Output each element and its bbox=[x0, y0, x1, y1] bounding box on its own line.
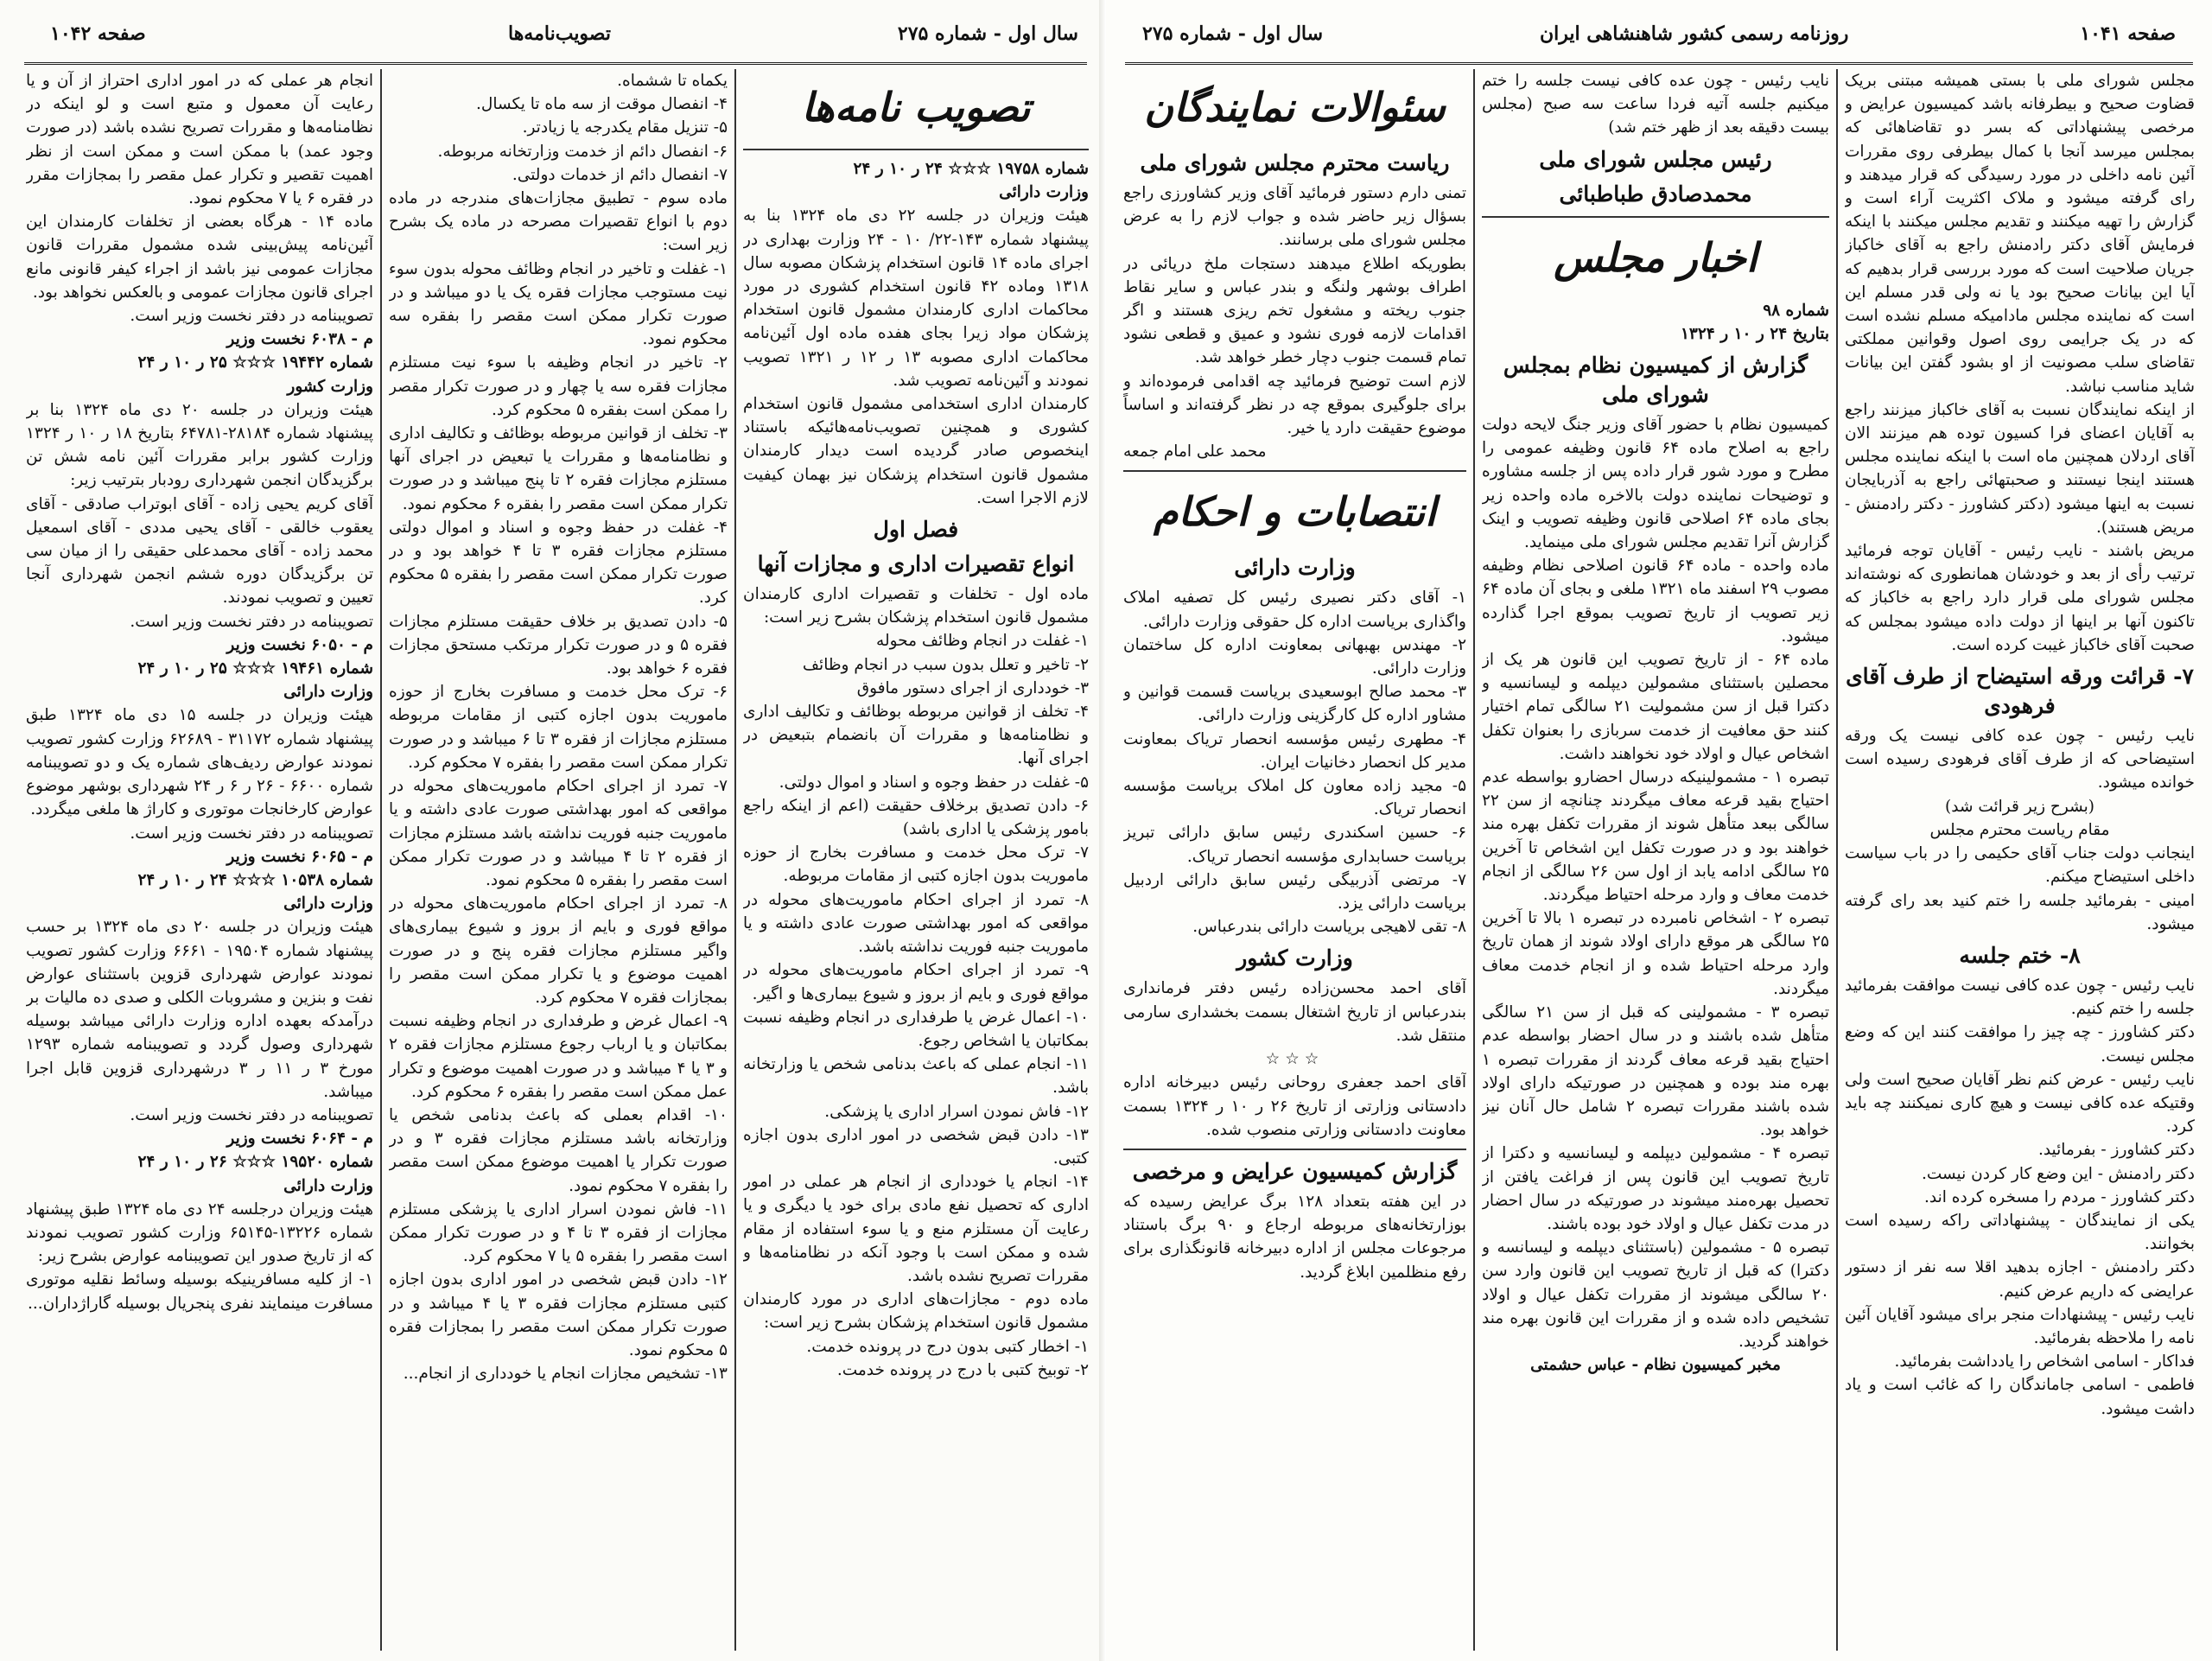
list-item: ۲- تاخیر در انجام وظیفه با سوء نیت مستلزم مجازات فقره سه یا چهار و در صورت تکرار مقصر را ممکن است بفقره ۵ محکوم کرد. bbox=[389, 353, 728, 419]
list-item: ۱۰- اقدام بعملی که باعث بدنامی شخص یا وزارتخانه باشد مستلزم مجازات فقره ۳ و در صورت تکرار یا اهمیت موضوع ممکن است مقصر را بفقره ۷ محکوم نمود. bbox=[389, 1105, 728, 1195]
decrees-section-title: تصویب نامه‌ها bbox=[801, 84, 1031, 130]
paragraph: نایب رئیس - چون عده کافی نیست موافقت بفرمائید جلسه را ختم کنیم. bbox=[1845, 976, 2195, 1019]
paragraph: اینجانب دولت جناب آقای حکیمی را در باب سیاست داخلی استیضاح میکنم. bbox=[1845, 844, 2195, 887]
decree-body: هیئت وزیران در جلسه ۲۰ دی ماه ۱۳۲۴ بنا بر پیشنهاد شماره ۲۸۱۸۴-۶۴۷۸۱ بتاریخ ۱۸ ر ۱۰ ر ۱۳۲۴ وزارت کشور برابر مقررات آئین نامه شش تن برگزیدگان انجمن شهرداری رودبار بترتیب زیر: bbox=[26, 400, 373, 490]
paragraph: نایب رئیس - چون عده کافی نیست جلسه را ختم میکنیم جلسه آتیه فردا ساعت سه صبح (مجلس بیست دقیقه بعد از ظهر ختم شد) bbox=[1482, 72, 1829, 137]
list-item: ۱۰- اعمال غرض یا طرفداری در انجام وظیفه نسبت بمکاتبان یا اشخاص رجوع. bbox=[743, 1008, 1089, 1050]
list-item: ۵- دادن تصدیق بر خلاف حقیقت مستلزم مجازات فقره ۵ و در صورت تکرار مرتکب مستحق مجازات فقره ۶ خواهد بود. bbox=[389, 612, 728, 678]
paragraph: بطوریکه اطلاع میدهند دستجات ملخ دریائی در اطراف بوشهر ولنگه و بندر عباس و سایر نقاط جنوب ریخته و مشغول تخم ریزی هستند و اگر اقدامات لازمه فوری نشود و عمیق و قطعی نشود تمام قسمت جنوب دچار خطر خواهد شد. bbox=[1123, 254, 1466, 367]
decree-number: م - ۶۰۶۴ نخست وزیر bbox=[226, 1130, 373, 1149]
list-item: ۱- غفلت و تاخیر در انجام وظائف محوله بدون سوء نیت مستوجب مجازات فقره یک یا دو میباشد و در صورت تکرار ممکن است مقصر را بفقره سه محکوم نمود. bbox=[389, 259, 728, 349]
paragraph: تبصره ۲ - اشخاص نامبرده در تبصره ۱ بالا تا آخرین ۲۵ سالگی هر موقع دارای اولاد شوند از همان تاریخ وارد مرحله احتیاط شده و از انجام خدمت معاف میگردند. bbox=[1482, 909, 1829, 998]
paragraph: دکتر کشاورز - چه چیز را موافقت کنند این که وضع مجلس نیست. bbox=[1845, 1023, 2195, 1066]
paragraph: دکتر کشاورز - مردم را مسخره کرده اند. bbox=[1924, 1187, 2195, 1206]
paragraph: ماده واحده - ماده ۶۴ قانون اصلاحی نظام وظیفه مصوب ۲۹ اسفند ماه ۱۳۲۱ ملغی و بجای آن ماده ۶۴ زیر تصویب از تاریخ تصویب بموقع اجرا گذارده میشود. bbox=[1482, 557, 1829, 646]
paragraph: یکی از نمایندگان - پیشنهاداتی راکه رسیده است بخوانند. bbox=[1845, 1211, 2195, 1254]
right-col-middle bbox=[1482, 69, 1829, 1651]
paragraph: تمنی دارم دستور فرمائید آقای وزیر کشاورزی راجع بسؤال زیر حاضر شده و جواب لازم را به عرض مجلس شورای ملی برسانند. bbox=[1123, 184, 1466, 250]
list-item: ۴- غفلت در حفظ وجوه و اسناد و اموال دولتی مستلزم مجازات فقره ۳ تا ۴ خواهد بود و در صورت تکرار ممکن است مقصر را بفقره ۵ محکوم کرد. bbox=[389, 518, 728, 608]
list-item: ۳- خودداری از اجرای دستور مافوق bbox=[856, 678, 1089, 697]
decree-number: م - ۶۰۵۰ نخست وزیر bbox=[226, 635, 373, 654]
list-item: ۳- محمد صالح ابوسعیدی بریاست قسمت قوانین و مشاور اداره کل کارگزینی وزارت دارائی. bbox=[1123, 683, 1466, 725]
right-rule-2 bbox=[1836, 69, 1838, 1651]
paragraph: امینی - بفرمائید جلسه را ختم کنید بعد رای گرفته میشود. bbox=[1845, 891, 2195, 933]
paragraph: (بشرح زیر قرائت شد) bbox=[1945, 797, 2094, 816]
list-item: ۳- تخلف از قوانین مربوطه بوظائف و تکالیف اداری و نظامنامه‌ها و مقررات یا تبعیض در اجرای آنها مستلزم مجازات فقره ۲ تا پنج میباشد و در صورت تکرار ممکن است مقصر را بفقره ۶ محکوم نمود. bbox=[389, 424, 728, 513]
list-item: ۱۴- انجام یا خودداری از انجام هر عملی در امور اداری که تحصیل نفع مادی برای خود یا دیگری و یا رعایت آن مستلزم منع و یا سوء استفاده از مقام شده و ممکن است با وجود آنکه در نظامنامه‌ها و مقررات تصریح نشده باشد. bbox=[743, 1173, 1089, 1285]
left-rule-2 bbox=[734, 69, 736, 1651]
decree-body: هیئت وزیران درجلسه ۲۴ دی ماه ۱۳۲۴ طبق پیشنهاد شماره ۱۳۲۲۶-۶۵۱۴۵ وزارت کشور تصویب نمودند که از تاریخ صدور این تصویبنامه عوارض بشرح زیر: bbox=[26, 1200, 373, 1266]
paragraph: تبصره ۵ - مشمولین (باستثنای دیپلمه و لیسانسه و دکترا) که قبل از تاریخ تصویب این قانون وارد سن ۲۰ سالگی میشوند از مقررات تکفل عیال و اولاد تشخیص داده شده و از مقررات این قانون بهره مند خواهند گردید. bbox=[1482, 1238, 1829, 1351]
paragraph: کمیسیون نظام با حضور آقای وزیر جنگ لایحه دولت راجع به اصلاح ماده ۶۴ قانون وظیفه عمومی را مطرح و مورد شور قرار داده پس از جلسه مشاوره و توضیحات نماینده دولت بالاخره ماده واحده زیر بجای ماده ۶۴ اصلاحی قانون وظیفه تصویب و اینک گزارش آنرا تقدیم مجلس شورای ملی مینماید. bbox=[1482, 416, 1829, 552]
divider bbox=[1123, 1149, 1466, 1150]
right-col-right bbox=[1845, 69, 2195, 1651]
decree-date: شماره ۱۹۴۶۱ ☆☆☆ ۲۵ ر ۱۰ ر ۲۴ bbox=[137, 659, 373, 678]
paragraph: ماده ۱۴ - هرگاه بعضی از تخلفات کارمندان این آئین‌نامه پیش‌بینی شده مشمول مقررات قانون مجازات عمومی نیز باشد از اجراء کیفر قانونی مانع اجرای قانون مجازات عمومی و بالعکس نخواهد بود. bbox=[26, 213, 373, 302]
paragraph: انجام هر عملی که در امور اداری احتراز از آن و یا رعایت آن معمول و متبع است و لو اینکه در نظامنامه‌ها و مقررات تصریح نشده باشد (در صورت وجود عمد) با ممکن است و ممکن است از نظر اهمیت تقصیر و تکرار عمل مقصر را بمجازات مقرر در فقره ۶ یا ۷ محکوم نمود. bbox=[26, 72, 373, 208]
paragraph: مقام ریاست محترم مجلس bbox=[1929, 820, 2110, 839]
chapter-title: فصل اول bbox=[873, 517, 959, 543]
right-rule-1 bbox=[1473, 69, 1475, 1651]
signature-name: محمدصادق طباطبائی bbox=[1559, 181, 1752, 207]
signature-title: رئیس مجلس شورای ملی bbox=[1539, 146, 1772, 172]
list-item: ۸- تقی لاهیجی بریاست دارائی بندرعباس. bbox=[1192, 918, 1466, 937]
paragraph: هیئت وزیران در جلسه ۲۲ دی ماه ۱۳۲۴ بنا به پیشنهاد شماره ۱۴۳-۲۲/ ۱۰ - ۲۴ وزارت بهداری در اجرای ماده ۱۴ قانون استخدام پزشکان مصوبه سال ۱۳۱۸ وماده ۴۲ قانون استخدام کشوری در مورد محاکمات اداری کارمندان مشمول قانون استخدام پزشکان مواد زیرا بجای هفده ماده اول آئین‌نامه محاکمات اداری مصوبه ۱۳ ر ۱۲ ر ۱۳۲۱ تصویب نمودند و آئین‌نامه تصویب شد. bbox=[743, 207, 1089, 390]
left-col-right bbox=[743, 69, 1089, 1651]
paragraph: مریض باشند - نایب رئیس - آقایان توجه فرمائید ترتیب رأی از بعد و خودشان همانطوری که نوشته‌اند مجلس شورای ملی قرار دارد راجع به خاکباز که تاکنون آنها بر اینها از دولت داده میشود بمجلس که صحبت آقای خاکباز غیبت کرده است. bbox=[1845, 542, 2195, 654]
list-item: ۱۳- دادن قبض شخصی در امور اداری بدون اجازه کتبی. bbox=[743, 1125, 1089, 1168]
divider bbox=[1123, 470, 1466, 472]
decree-footer: تصویبنامه در دفتر نخست وزیر است. bbox=[130, 1105, 373, 1124]
list-item: ۴- انفصال موقت از سه ماه تا یکسال. bbox=[476, 95, 728, 114]
appointments-section-title: انتصابات و احکام bbox=[1154, 488, 1436, 536]
decree-number: م - ۶۰۶۵ نخست وزیر bbox=[226, 847, 373, 866]
list-item: یکماه تا ششماه. bbox=[617, 72, 728, 90]
paragraph: آقای احمد محسن‌زاده رئیس دفتر فرمانداری بندرعباس از تاریخ اشتغال بسمت بخشداری سارمی منتقل شد. bbox=[1123, 979, 1466, 1045]
ministry-name: وزارت دارائی bbox=[283, 683, 373, 702]
decree-names: آقای کریم یحیی زاده - آقای ابوتراب صادقی - آقای یعقوب خالقی - آقای یحیی مددی - آقای اسمعیل محمد زاده - آقای محمدعلی حقیقی را از میان سی تن برگزیدگان دوره ششم انجمن شهرداری آنجا تعیین و تصویب نمودند. bbox=[26, 494, 373, 608]
list-item: ماده دوم - مجازات‌های اداری در مورد کارمندان مشمول قانون استخدام پزشکان بشرح زیر است: bbox=[743, 1290, 1089, 1333]
list-item: ۵- مجید زاده معاون کل املاک بریاست مؤسسه انحصار تریاک. bbox=[1123, 777, 1466, 819]
paragraph: در این هفته بتعداد ۱۲۸ برگ عرایض رسیده که بوزارتخانه‌های مربوطه ارجاع و ۹۰ برگ باستناد مرجوعات مجلس از اداره دبیرخانه قانونگذاری برای رفع منظلمین ابلاغ گردید. bbox=[1123, 1192, 1466, 1282]
ministry-name: وزارت کشور bbox=[287, 377, 373, 396]
list-item: ۲- تاخیر و تعلل بدون سبب در انجام وظائف bbox=[802, 655, 1089, 674]
paragraph: تبصره ۴ - مشمولین دیپلمه و لیسانسیه و دکترا از تاریخ تصویب این قانون پس از فراغت یافتن از تحصیل بهره‌مند میشوند در صورتیکه در سال احضار در مدت تکفل عیال و اولاد خود بوده باشند. bbox=[1482, 1144, 1829, 1233]
letter-heading: ریاست محترم مجلس شورای ملی bbox=[1140, 150, 1450, 175]
decree-footer: ۱- از کلیه مسافرینیکه بوسیله وسائط نقلیه موتوری مسافرت مینمایند نفری پنجریال بوسیله گاراژداران... bbox=[26, 1270, 373, 1313]
list-item: ۶- دادن تصدیق برخلاف حقیقت (اعم از اینکه راجع بامور پزشکی یا اداری باشد) bbox=[743, 796, 1089, 839]
list-item: ۵- غفلت در حفظ وجوه و اسناد و اموال دولتی. bbox=[779, 773, 1089, 792]
list-item: ۹- تمرد از اجرای احکام ماموریت‌های محوله در مواقع فوری و بایم از بروز و شیوع بیماری‌ها و اگیر. bbox=[743, 961, 1089, 1003]
list-item: ۱۲- دادن قبض شخصی در امور اداری بدون اجازه کتبی مستلزم مجازات فقره ۳ یا ۴ میباشد و در صورت تکرار ممکن است مقصر را بمجازات فقره ۵ محکوم نمود. bbox=[389, 1270, 728, 1359]
list-item: ۱۳- تشخیص مجازات انجام یا خودداری از انجام... bbox=[403, 1365, 728, 1384]
gazette-title: روزنامه رسمی کشور شاهنشاهی ایران bbox=[1540, 22, 1849, 45]
left-page-header bbox=[24, 12, 1087, 65]
paragraph: دکتر رادمنش - اجازه بدهید اقلا سه نفر از دستور عرایضی که داریم عرض کنیم. bbox=[1845, 1258, 2195, 1301]
paragraph: از اینکه نمایندگان نسبت به آقای خاکباز میزنند راجع به آقایان اعضای فرا کسیون توده هم میزنند الان آقای اردلان همچنین ماه است با اینکه نماینده مجلس هستند اینجا نیستند و صحبتهائی راجع به آذربایجان نسبت به اینها میشود (دکتر کشاورز - دکتر رادمنش - مریض هستند). bbox=[1845, 400, 2195, 537]
report-date: بتاریخ ۲۴ ر ۱۰ ر ۱۳۲۴ bbox=[1681, 324, 1829, 343]
list-item: ۷- تمرد از اجرای احکام ماموریت‌های محوله در مواقعی که امور بهداشتی صورت عادی داشته و یا ماموریت جنبه فوریت نداشته باشد مستلزم مجازات از فقره ۲ تا ۴ میباشد و در صورت تکرار ممکن است مقصر را بفقره ۵ محکوم نمود. bbox=[389, 777, 728, 889]
list-item: ۲- مهندس بهبهانی بمعاونت اداره کل ساختمان وزارت دارائی. bbox=[1123, 635, 1466, 678]
report-signature: مخبر کمیسیون نظام - عباس حشمتی bbox=[1530, 1356, 1781, 1375]
left-section-label: تصویب‌نامه‌ها bbox=[508, 22, 612, 45]
paragraph: تصویبنامه در دفتر نخست وزیر است. bbox=[130, 307, 373, 326]
divider bbox=[743, 149, 1089, 150]
ministry-name: وزارت دارائی bbox=[1234, 555, 1356, 581]
left-page-number: صفحه ۱۰۴۲ bbox=[50, 22, 146, 45]
paragraph: مجلس شورای ملی با بستی همیشه مبتنی بریک قضاوت صحیح و بیطرفانه باشد کمیسیون عرایض و مرخصی پیشنهاداتی که بسر دو تقاضاهائی که بمجلس میرسد آنجا با کمال بیطرفی روی مقررات آئین نامه داخلی در مورد رسیدگی که قرار میدهند و رای گرفته میشود و ملاک اکثریت آراء است و گزارش را تهیه میکنند و تقدیم مجلس میکنند با اینکه فرمایش آقای دکتر رادمنش راجع به آقای خاکباز جریان صلاحیت است که مورد بررسی قرار بدهیم که آیا این بیانات صحیح بود یا نه ولی قدر مسلم این است که نماینده مجلس مادامیکه مسلم نشده است که در یک جرایمی روی اصول وقوانین مملکتی تقاضای سلب مصونیت از او بشود گفتن این بیانات شاید مناسب نباشد. bbox=[1845, 72, 2195, 396]
ministry-name: وزارت کشور bbox=[1236, 945, 1353, 971]
paragraph: نایب رئیس - پیشنهادات منجر برای میشود آقایان آئین نامه را ملاحظه بفرمائید. bbox=[1845, 1305, 2195, 1347]
paragraph: ماده ۶۴ - از تاریخ تصویب این قانون هر یک از محصلین باستثنای مشمولین دیپلمه و لیسانسیه و دکترا قبل از سن مشمولیت ۲۱ سالگی تمام اختیار کنند حق معافیت از خدمت سربازی را بعنوان تکفل اشخاص عیال و اولاد خود نخواهند داشت. bbox=[1482, 651, 1829, 763]
decree-date: شماره ۱۰۵۳۸ ☆☆☆ ۲۴ ر ۱۰ ر ۲۴ bbox=[137, 870, 373, 889]
right-issue-label: سال اول - شماره ۲۷۵ bbox=[1142, 22, 1324, 45]
ministry-name: وزارت دارائی bbox=[999, 183, 1089, 202]
list-item: ۱۱- فاش نمودن اسرار اداری یا پزشکی مستلزم مجازات از فقره ۳ تا ۴ و در صورت تکرار ممکن است مقصر را بفقره ۵ یا ۷ محکوم کرد. bbox=[389, 1200, 728, 1266]
list-item: ۱۲- فاش نمودن اسرار اداری یا پزشکی. bbox=[824, 1102, 1089, 1121]
list-item: ۴- مطهری رئیس مؤسسه انحصار تریاک بمعاونت مدیر کل انحصار دخانیات ایران. bbox=[1123, 729, 1466, 772]
paragraph: دکتر رادمنش - این وضع کار کردن نیست. bbox=[1922, 1164, 2195, 1183]
majlis-news-title: اخبار مجلس bbox=[1554, 233, 1758, 281]
list-item: ۹- اعمال غرض و طرفداری در انجام وظیفه نسبت بمکاتبان و یا ارباب رجوع مستلزم مجازات فقره ۲ و ۳ یا ۴ میباشد و در صورت اهمیت موضوع و تکرار عمل ممکن است مقصر را بفقره ۶ محکوم کرد. bbox=[389, 1012, 728, 1101]
paragraph: آقای احمد جعفری روحانی رئیس دبیرخانه اداره دادستانی وزارتی از تاریخ ۲۶ ر ۱۰ ر ۱۳۲۴ بسمت معاونت دادستانی وزارتی منصوب شده. bbox=[1123, 1073, 1466, 1139]
star-separator: ☆☆☆ bbox=[1265, 1050, 1325, 1069]
right-page-number: صفحه ۱۰۴۱ bbox=[2080, 22, 2176, 45]
left-rule-1 bbox=[380, 69, 382, 1651]
decree-date: شماره ۱۹۴۴۲ ☆☆☆ ۲۵ ر ۱۰ ر ۲۴ bbox=[137, 353, 373, 372]
list-item: ۱- اخطار کتبی بدون درج در پرونده خدمت. bbox=[806, 1337, 1089, 1356]
list-item: ۸- تمرد از اجرای احکام ماموریت‌های محوله در مواقعی که امور بهداشتی صورت عادی داشته و یا ماموریت جنبه فوریت نداشته باشد. bbox=[743, 890, 1089, 957]
list-item: ۷- انفصال دائم از خدمات دولتی. bbox=[512, 165, 728, 184]
right-page bbox=[1106, 0, 2212, 1661]
list-item: ۶- انفصال دائم از خدمت وزارتخانه مربوطه. bbox=[437, 142, 728, 161]
left-issue-label: سال اول - شماره ۲۷۵ bbox=[897, 22, 1078, 45]
chapter-subtitle: انواع تقصیرات اداری و مجازات آنها bbox=[757, 551, 1075, 577]
divider bbox=[1482, 216, 1829, 218]
left-col-left bbox=[26, 69, 373, 1651]
list-item: ۷- ترک محل خدمت و مسافرت بخارج از حوزه ماموریت بدون اجازه کتبی از مقامات مربوطه. bbox=[743, 843, 1089, 886]
ministry-name: وزارت دارائی bbox=[283, 894, 373, 913]
report-number: شماره ۹۸ bbox=[1763, 301, 1829, 320]
left-col-middle bbox=[389, 69, 728, 1651]
right-page-header bbox=[1125, 12, 2193, 65]
paragraph: تبصره ۱ - مشمولینیکه درسال احضارو بواسطه عدم احتیاج بقید قرعه معاف میگردند چنانچه از سن ۲۲ سالگی ببعد متأهل شوند از مقررات تکفل بهره مند خواهند بود و در صورت تکفل این اشخاص تا آخرین ۲۵ سالگی ادامه یابد از اول سن ۲۶ سالگی از انجام خدمت معاف و وارد مرحله احتیاط میگردند. bbox=[1482, 768, 1829, 905]
decree-number: م - ۶۰۳۸ نخست وزیر bbox=[226, 330, 373, 349]
paragraph: نایب رئیس - چون عده کافی نیست یک ورقه استیضاحی که از طرف آقای فرهودی رسیده است خوانده میشود. bbox=[1845, 727, 2195, 792]
right-col-left bbox=[1123, 69, 1466, 1651]
agenda-item-title: ۷- قرائت ورقه استیضاح از طرف آقای فرهودی bbox=[1846, 664, 2194, 719]
list-item: ۱- غفلت در انجام وظائف محوله bbox=[876, 632, 1089, 651]
list-item: ماده اول - تخلفات و تقصیرات اداری کارمندان مشمول قانون استخدام پزشکان بشرح زیر است: bbox=[743, 585, 1089, 627]
list-item: ۱۱- انجام عملی که باعث بدنامی شخص یا وزارتخانه باشد. bbox=[743, 1055, 1089, 1098]
decree-footer: تصویبنامه در دفتر نخست وزیر است. bbox=[130, 612, 373, 631]
paragraph: فداکار - اسامی اشخاص را یادداشت بفرمائید. bbox=[1894, 1352, 2195, 1371]
decree-date: شماره ۱۹۵۲۰ ☆☆☆ ۲۶ ر ۱۰ ر ۲۴ bbox=[137, 1153, 373, 1172]
list-item: ۱- آقای دکتر نصیری رئیس کل تصفیه املاک واگذاری بریاست اداره کل حقوقی وزارت دارائی. bbox=[1123, 589, 1466, 631]
list-item: ۶- حسین اسکندری رئیس سابق دارائی تبریز بریاست حسابداری مؤسسه انحصار تریاک. bbox=[1123, 824, 1466, 866]
list-item: ۸- تمرد از اجرای احکام ماموریت‌های محوله در مواقع فوری و بایم از بروز و شیوع بیماری‌های واگیر مستلزم مجازات فقره پنج و در صورت اهمیت موضوع و یا تکرار ممکن است مقصر را بمجازات فقره ۷ محکوم کرد. bbox=[389, 894, 728, 1007]
paragraph: کارمندان اداری استخدامی مشمول قانون استخدام کشوری و همچنین تصویب‌نامه‌هائیکه باستناد اینخصوص صادر گردیده است دیدار کارمندان مشمول قانون استخدام پزشکان نیز بهمان کیفیت لازم الاجرا است. bbox=[743, 395, 1089, 507]
questions-section-title: سئوالات نمایندگان bbox=[1144, 84, 1446, 130]
commission-title: گزارش کمیسیون عرایض و مرخصی bbox=[1132, 1158, 1458, 1184]
letter-signature: محمد علی امام جمعه bbox=[1123, 442, 1267, 461]
paragraph: تبصره ۳ - مشمولینی که قبل از سن ۲۱ سالگی متأهل شده باشند و در سال احضار بواسطه عدم احتیاج بقید قرعه معاف گردند از مقررات تبصره ۱ بهره مند بوده و همچنین در صورتیکه دارای اولاد شده باشند مقررات تبصره ۲ شامل حال آنان نیز خواهد بود. bbox=[1482, 1003, 1829, 1140]
list-item: ۷- مرتضی آذربیگی رئیس سابق دارائی اردبیل بریاست دارائی یزد. bbox=[1123, 870, 1466, 913]
paragraph: لازم است توضیح فرمائید چه اقدامی فرموده‌اند و برای جلوگیری بموقع چه در نظر گرفته‌اند و اساساً موضوع حقیقت دارد یا خیر. bbox=[1123, 372, 1466, 438]
decree-body: هیئت وزیران در جلسه ۲۰ دی ماه ۱۳۲۴ بر حسب پیشنهاد شماره ۱۹۵۰۴ - ۶۶۶۱ وزارت کشور تصویب نمودند عوارض شهرداری قزوین باستثنای عوارض نفت و بنزین و مشروبات الکلی و صدی ده مالیات بر درآمدکه بعهده اداره وزارت دارائی میباشد بوسیله شهرداری وصول گردد و تصویبنامه شماره ۱۲۹۳ مورخ ۳ ر ۱۱ ر ۳ درشهرداری قزوین قابل اجرا میباشد. bbox=[26, 918, 373, 1101]
list-item: ۴- تخلف از قوانین مربوطه بوظائف و تکالیف اداری و نظامنامه‌ها و مقررات آن بانضمام بتبعیض در اجرای آنها. bbox=[743, 703, 1089, 768]
decree-footer: تصویبنامه در دفتر نخست وزیر است. bbox=[130, 824, 373, 843]
list-item: ۶- ترک محل خدمت و مسافرت بخارج از حوزه ماموریت بدون اجازه کتبی از مقامات مربوطه مستلزم مجازات از فقره ۳ تا ۶ میباشد و در صورت تکرار ممکن است مقصر را بفقره ۷ محکوم کرد. bbox=[389, 683, 728, 772]
adjourn-title: ۸- ختم جلسه bbox=[1959, 942, 2081, 968]
decree-number: شماره ۱۹۷۵۸ ☆☆☆ ۲۴ ر ۱۰ ر ۲۴ bbox=[853, 160, 1089, 178]
ministry-name: وزارت دارائی bbox=[283, 1176, 373, 1195]
list-item: ماده سوم - تطبیق مجازات‌های مندرجه در ماده دوم با انواع تقصیرات مصرحه در ماده یک بشرح زیر است: bbox=[389, 189, 728, 255]
paragraph: دکتر کشاورز - بفرمائید. bbox=[2037, 1141, 2195, 1160]
paragraph: فاطمی - اسامی جاماندگان را که غائب است و یاد داشت میشود. bbox=[1845, 1376, 2195, 1418]
decree-body: هیئت وزیران در جلسه ۱۵ دی ماه ۱۳۲۴ طبق پیشنهاد شماره ۳۱۱۷۲ - ۶۲۶۸۹ وزارت کشور تصویب نمودند عوارض ردیف‌های شماره یک و دو تصویبنامه شماره ۶۶۰۰ - ۲۶ ر ۶ ر ۲۴ شهرداری بوشهر موضوع عوارض کارخانجات موتوری و کاراژ ها ملغی میگردد. bbox=[26, 706, 373, 819]
list-item: ۵- تنزیل مقام یکدرجه یا زیادتر. bbox=[522, 118, 728, 137]
paragraph: نایب رئیس - عرض کنم نظر آقایان صحیح است ولی وقتیکه عده کافی نیست و هیچ کاری نمیکنند چه باید کرد. bbox=[1845, 1070, 2195, 1136]
list-item: ۲- توبیخ کتبی با درج در پرونده خدمت. bbox=[836, 1360, 1089, 1379]
report-title: گزارش از کمیسیون نظام بمجلس شورای ملی bbox=[1503, 353, 1808, 408]
